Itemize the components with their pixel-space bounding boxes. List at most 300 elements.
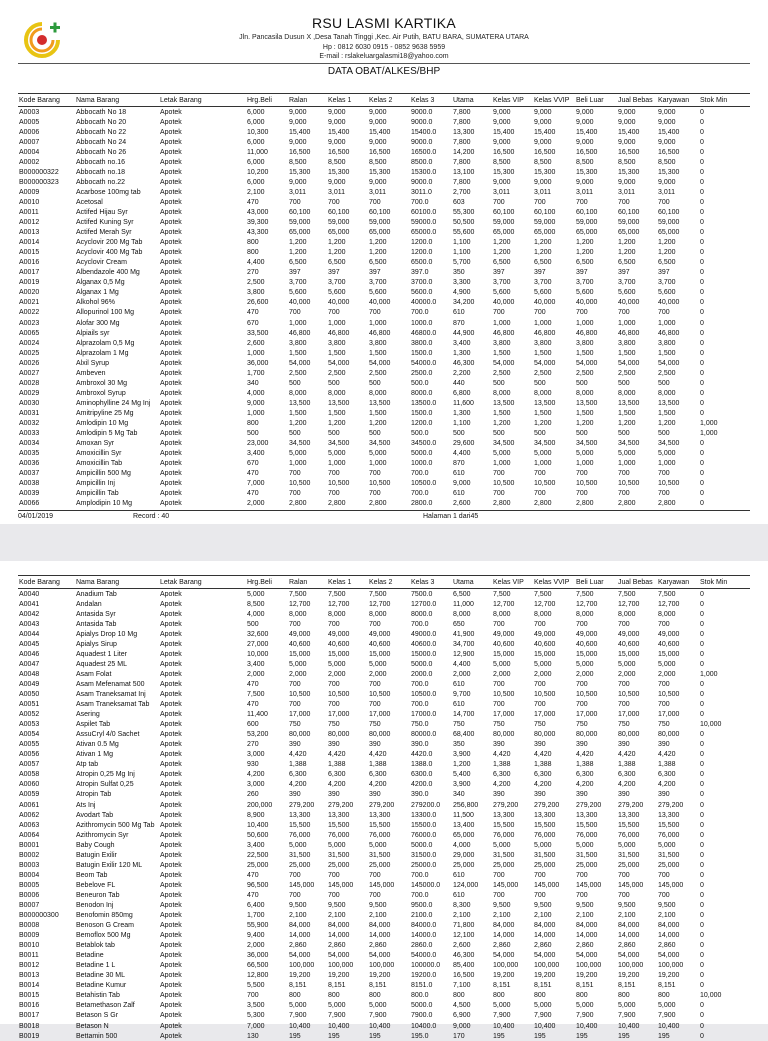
table-cell: 25,000 xyxy=(247,861,269,869)
table-cell: 3,300 xyxy=(453,279,471,287)
table-row xyxy=(18,418,750,428)
table-cell: 4,200 xyxy=(289,781,307,789)
table-cell: 29,000 xyxy=(453,851,475,859)
column-header: Kelas VVIP xyxy=(533,94,575,107)
table-cell: 1,200 xyxy=(328,249,346,257)
table-cell: 0 xyxy=(700,640,704,648)
table-cell: 3,400 xyxy=(247,841,265,849)
table-cell: 1,300 xyxy=(453,409,471,417)
table-cell: 15300.0 xyxy=(411,168,437,176)
table-cell: 19,200 xyxy=(618,972,640,980)
table-cell: 34,500 xyxy=(328,440,350,448)
table-cell: 10,400 xyxy=(618,1022,640,1030)
table-cell: 7,800 xyxy=(453,158,471,166)
table-cell: 76,000 xyxy=(328,831,350,839)
table-cell: 49,000 xyxy=(328,630,350,638)
table-cell: 5,000 xyxy=(493,660,511,668)
table-cell: Apotek xyxy=(160,500,182,508)
table-cell: 500 xyxy=(369,430,381,438)
table-cell: 15400.0 xyxy=(411,128,437,136)
table-cell: 700 xyxy=(618,701,630,709)
table-row xyxy=(18,479,750,489)
hospital-address: Jln. Pancasila Dusun X ,Desa Tanah Tinggi ,Kec. Air Putih, BATU BARA, SUMATERA UTARA xyxy=(239,34,529,41)
table-cell: 700 xyxy=(493,620,505,628)
table-cell: 54,000 xyxy=(618,359,640,367)
table-cell: 1,700 xyxy=(247,369,265,377)
table-cell: 700 xyxy=(534,891,546,899)
table-cell: 340 xyxy=(247,379,259,387)
table-cell: Apotek xyxy=(160,229,182,237)
table-cell: 50,600 xyxy=(247,831,269,839)
table-cell: A0031 xyxy=(19,409,40,417)
table-cell: 7900.0 xyxy=(411,1012,433,1020)
report-page-2 xyxy=(0,561,768,1040)
table-cell: 700 xyxy=(369,620,381,628)
table-cell: 13300.0 xyxy=(411,811,437,819)
table-cell: Apotek xyxy=(160,198,182,206)
table-cell: 600 xyxy=(247,721,259,729)
table-cell: Apotek xyxy=(160,409,182,417)
table-cell: 46,800 xyxy=(658,329,680,337)
table-row xyxy=(18,469,750,479)
table-row xyxy=(18,639,750,649)
table-cell: 27,000 xyxy=(247,640,269,648)
table-cell: 5000.0 xyxy=(411,450,433,458)
table-cell: 33,500 xyxy=(247,329,269,337)
table-cell: Alofar 300 Mg xyxy=(76,319,120,327)
table-cell: 2,000 xyxy=(247,500,265,508)
table-cell: Apotek xyxy=(160,721,182,729)
table-cell: Apotek xyxy=(160,279,182,287)
table-cell: Apotek xyxy=(160,761,182,769)
column-header: Kelas 2 xyxy=(368,576,410,589)
table-cell: Atropin Sulfat 0,25 xyxy=(76,781,134,789)
table-row xyxy=(18,439,750,449)
table-cell: 10,500 xyxy=(618,690,640,698)
table-cell: 5,000 xyxy=(289,450,307,458)
table-row xyxy=(18,820,750,830)
table-cell: Apotek xyxy=(160,821,182,829)
table-cell: 5,600 xyxy=(493,289,511,297)
table-cell: 84,000 xyxy=(493,922,515,930)
table-cell: 1,200 xyxy=(328,239,346,247)
table-cell: 4200.0 xyxy=(411,781,433,789)
table-cell: 700 xyxy=(618,891,630,899)
table-cell: 0 xyxy=(700,680,704,688)
table-cell: 1,300 xyxy=(453,349,471,357)
table-cell: Apotek xyxy=(160,972,182,980)
table-cell: 4,200 xyxy=(247,771,265,779)
table-cell: 145,000 xyxy=(576,881,602,889)
table-cell: 96,500 xyxy=(247,881,269,889)
table-cell: Aquadest 25 ML xyxy=(76,660,127,668)
table-cell: Ampicillin 500 Mg xyxy=(76,470,131,478)
table-row xyxy=(18,880,750,890)
column-header: Ralan xyxy=(288,576,327,589)
table-cell: 0 xyxy=(700,922,704,930)
table-cell: 80,000 xyxy=(369,731,391,739)
table-cell: 9,000 xyxy=(576,138,594,146)
table-cell: 130 xyxy=(247,1032,259,1040)
table-cell: 5,000 xyxy=(576,841,594,849)
table-cell: Apotek xyxy=(160,299,182,307)
table-cell: 12700.0 xyxy=(411,600,437,608)
table-cell: 80,000 xyxy=(576,731,598,739)
table-cell: 40,000 xyxy=(369,299,391,307)
table-cell: Beom Tab xyxy=(76,871,108,879)
table-cell: 15,400 xyxy=(493,128,515,136)
table-cell: 1,200 xyxy=(534,239,552,247)
table-cell: 40000.0 xyxy=(411,299,437,307)
table-cell: Apotek xyxy=(160,791,182,799)
table-cell: 470 xyxy=(247,701,259,709)
table-cell: 11,400 xyxy=(247,711,268,719)
table-cell: Apotek xyxy=(160,912,182,920)
table-cell: 16,500 xyxy=(453,972,475,980)
column-header: Kode Barang xyxy=(18,576,75,589)
table-cell: 17,000 xyxy=(369,711,391,719)
table-cell: 8,500 xyxy=(576,158,594,166)
table-cell: 3,800 xyxy=(328,339,346,347)
table-cell: Bebelove FL xyxy=(76,881,116,889)
table-cell: 145,000 xyxy=(534,881,560,889)
table-cell: Abbocath no.18 xyxy=(76,168,126,176)
table-cell: 100,000 xyxy=(534,962,560,970)
table-cell: 9,000 xyxy=(534,178,552,186)
table-cell: A0039 xyxy=(19,490,40,498)
table-cell: 13,500 xyxy=(289,399,311,407)
table-cell: 750 xyxy=(369,721,381,729)
table-cell: A0012 xyxy=(19,219,40,227)
table-cell: Apotek xyxy=(160,269,182,277)
table-cell: 49,000 xyxy=(493,630,515,638)
table-cell: 700.0 xyxy=(411,871,429,879)
table-cell: 54,000 xyxy=(534,359,556,367)
table-cell: 60,100 xyxy=(493,208,515,216)
table-cell: 4,200 xyxy=(534,781,552,789)
table-cell: A0015 xyxy=(19,249,40,257)
table-cell: 3,700 xyxy=(576,279,594,287)
table-cell: 11,500 xyxy=(453,811,474,819)
table-cell: Abbocath No 22 xyxy=(76,128,127,136)
table-cell: 1,200 xyxy=(289,419,307,427)
table-cell: 8,500 xyxy=(289,158,307,166)
table-cell: 9,000 xyxy=(658,138,676,146)
table-cell: 19,200 xyxy=(576,972,598,980)
table-cell: 40,600 xyxy=(658,640,680,648)
table-cell: 0 xyxy=(700,379,704,387)
table-cell: Betablok tab xyxy=(76,942,115,950)
table-cell: 2,100 xyxy=(658,912,676,920)
table-cell: 19,200 xyxy=(289,972,311,980)
table-cell: 15,500 xyxy=(618,821,640,829)
table-cell: 390 xyxy=(328,741,340,749)
table-cell: Alganax 1 Mg xyxy=(76,289,119,297)
table-cell: 7500.0 xyxy=(411,590,433,598)
table-cell: 7,800 xyxy=(453,118,471,126)
table-cell: 12,700 xyxy=(493,600,515,608)
table-cell: 100,000 xyxy=(658,962,684,970)
table-cell: 9,000 xyxy=(618,138,636,146)
table-cell: 700 xyxy=(618,470,630,478)
table-cell: A0010 xyxy=(19,198,40,206)
table-cell: Albendazole 400 Mg xyxy=(76,269,140,277)
table-cell: 1,000 xyxy=(369,460,387,468)
table-cell: 34,200 xyxy=(453,299,475,307)
table-cell: 54,000 xyxy=(618,952,640,960)
table-cell: A0061 xyxy=(19,801,40,809)
table-cell: 15,000 xyxy=(493,650,515,658)
table-cell: 9,400 xyxy=(247,932,265,940)
table-cell: 700 xyxy=(493,680,505,688)
column-header: Hrg.Beli xyxy=(246,576,288,589)
table-cell: 2,800 xyxy=(658,500,676,508)
table-cell: 80,000 xyxy=(493,731,515,739)
table-cell: 55,600 xyxy=(453,229,475,237)
table-cell: 1,500 xyxy=(534,349,552,357)
table-cell: 5,000 xyxy=(618,450,636,458)
table-cell: 2,000 xyxy=(658,670,676,678)
column-header: Nama Barang xyxy=(75,576,159,589)
table-cell: 0 xyxy=(700,711,704,719)
table-cell: 12,700 xyxy=(618,600,640,608)
table-cell: 15,400 xyxy=(576,128,598,136)
table-cell: 19,200 xyxy=(534,972,556,980)
table-row xyxy=(18,167,750,177)
table-cell: A0019 xyxy=(19,279,40,287)
table-cell: 3,011 xyxy=(328,188,345,196)
table-cell: 17000.0 xyxy=(411,711,437,719)
table-cell: 9,000 xyxy=(369,138,387,146)
table-cell: 8,900 xyxy=(247,811,265,819)
table-row xyxy=(18,649,750,659)
table-header-row xyxy=(18,94,750,107)
table-cell: 3,800 xyxy=(576,339,594,347)
table-cell: 9,500 xyxy=(328,901,346,909)
table-cell: 650 xyxy=(453,620,465,628)
table-cell: A0047 xyxy=(19,660,40,668)
table-cell: 0 xyxy=(700,781,704,789)
table-cell: 10,500 xyxy=(534,690,556,698)
table-cell: 0 xyxy=(700,600,704,608)
table-cell: 4,400 xyxy=(453,660,471,668)
table-cell: 54,000 xyxy=(658,952,680,960)
table-cell: Betadine Kumur xyxy=(76,982,127,990)
table-cell: 700 xyxy=(493,701,505,709)
table-cell: 10,400 xyxy=(369,1022,391,1030)
table-cell: 0 xyxy=(700,168,704,176)
table-cell: 5,000 xyxy=(658,841,676,849)
table-cell: AssuCryl 4/0 Sachet xyxy=(76,731,140,739)
table-cell: 700 xyxy=(247,992,259,1000)
table-cell: 6,000 xyxy=(247,178,265,186)
table-cell: 0 xyxy=(700,339,704,347)
table-cell: 256,800 xyxy=(453,801,479,809)
table-cell: 13,300 xyxy=(576,811,598,819)
table-cell: Abbocath No 24 xyxy=(76,138,127,146)
table-cell: 65000.0 xyxy=(411,229,437,237)
table-cell: 9,500 xyxy=(289,901,307,909)
table-cell: Amlodipin 5 Mg Tab xyxy=(76,430,138,438)
table-cell: 5,600 xyxy=(289,289,307,297)
table-cell: 55,900 xyxy=(247,922,269,930)
table-cell: 2,500 xyxy=(369,369,387,377)
table-cell: 40,000 xyxy=(658,299,680,307)
table-cell: 14,000 xyxy=(534,932,556,940)
table-cell: 26,600 xyxy=(247,299,269,307)
table-cell: 19,200 xyxy=(493,972,515,980)
table-cell: Apotek xyxy=(160,108,182,116)
table-cell: 2,500 xyxy=(618,369,636,377)
table-cell: 700 xyxy=(328,309,340,317)
table-cell: 1,388 xyxy=(289,761,307,769)
table-cell: 7,800 xyxy=(453,138,471,146)
table-cell: 84,000 xyxy=(289,922,311,930)
table-cell: 1,000 xyxy=(369,319,387,327)
table-cell: 145,000 xyxy=(618,881,644,889)
table-cell: 870 xyxy=(453,319,465,327)
table-cell: 0 xyxy=(700,751,704,759)
table-cell: B0016 xyxy=(19,1002,40,1010)
table-cell: 15,300 xyxy=(658,168,680,176)
table-cell: 14,700 xyxy=(453,711,475,719)
table-row xyxy=(18,710,750,720)
table-cell: 1388.0 xyxy=(411,761,433,769)
table-cell: 19,200 xyxy=(328,972,350,980)
table-cell: 2,000 xyxy=(534,670,552,678)
table-cell: A0037 xyxy=(19,470,40,478)
table-cell: 500 xyxy=(618,430,630,438)
table-row xyxy=(18,679,750,689)
table-cell: 0 xyxy=(700,771,704,779)
table-cell: 2100.0 xyxy=(411,912,433,920)
table-cell: 40600.0 xyxy=(411,640,437,648)
table-cell: 54000.0 xyxy=(411,359,437,367)
table-cell: Apotek xyxy=(160,952,182,960)
table-cell: 700 xyxy=(289,891,301,899)
table-cell: 2,000 xyxy=(576,670,594,678)
table-cell: 2,800 xyxy=(289,500,307,508)
hospital-phone: Hp : 0812 6030 0915 - 0852 9638 5959 xyxy=(322,44,446,51)
header-divider xyxy=(18,63,750,64)
table-cell: 3,700 xyxy=(493,279,511,287)
table-cell: 500 xyxy=(369,379,381,387)
table-cell: A0027 xyxy=(19,369,40,377)
table-cell: 2,500 xyxy=(328,369,346,377)
table-cell: 195 xyxy=(369,1032,381,1040)
table-cell: Apotek xyxy=(160,148,182,156)
table-cell: 1,000 xyxy=(658,319,676,327)
table-cell: 39,300 xyxy=(247,219,269,227)
table-row xyxy=(18,700,750,710)
table-cell: 700 xyxy=(534,490,546,498)
table-cell: 8,000 xyxy=(453,610,471,618)
table-cell: 46,800 xyxy=(289,329,311,337)
table-cell: 700 xyxy=(328,490,340,498)
table-cell: 5,000 xyxy=(328,660,346,668)
table-cell: 3,800 xyxy=(493,339,511,347)
table-cell: 1000.0 xyxy=(411,319,433,327)
table-cell: 13,300 xyxy=(534,811,556,819)
table-cell: 7,900 xyxy=(328,1012,346,1020)
table-cell: 1200.0 xyxy=(411,419,433,427)
table-cell: 5000.0 xyxy=(411,841,433,849)
table-cell: 2,000 xyxy=(618,670,636,678)
table-cell: 100,000 xyxy=(576,962,602,970)
table-cell: 279,200 xyxy=(328,801,354,809)
table-cell: 8,000 xyxy=(328,389,346,397)
table-cell: 260 xyxy=(247,791,259,799)
table-cell: 10,500 xyxy=(328,480,350,488)
table-cell: 9,500 xyxy=(576,901,594,909)
table-cell: 3,500 xyxy=(247,1002,265,1010)
table-cell: 31,500 xyxy=(289,851,311,859)
table-cell: 3,011 xyxy=(493,188,510,196)
table-cell: 8,000 xyxy=(576,610,594,618)
table-cell: 2800.0 xyxy=(411,500,433,508)
table-cell: 700 xyxy=(369,309,381,317)
table-cell: Benoson G Cream xyxy=(76,922,134,930)
table-cell: Atropin 0,25 Mg Inj xyxy=(76,771,135,779)
table-cell: 65,000 xyxy=(618,229,640,237)
column-header: Ralan xyxy=(288,94,327,107)
table-cell: 9,000 xyxy=(493,138,511,146)
table-cell: A0051 xyxy=(19,701,40,709)
table-cell: B0010 xyxy=(19,942,40,950)
table-cell: 700.0 xyxy=(411,620,429,628)
table-cell: 0 xyxy=(700,932,704,940)
table-cell: 1,200 xyxy=(534,249,552,257)
table-cell: Apotek xyxy=(160,901,182,909)
table-cell: 0 xyxy=(700,279,704,287)
table-cell: 13,300 xyxy=(453,128,475,136)
table-cell: A0030 xyxy=(19,399,40,407)
table-cell: Apotek xyxy=(160,168,182,176)
table-cell: Apotek xyxy=(160,680,182,688)
table-cell: Betadine 30 ML xyxy=(76,972,126,980)
table-cell: 17,000 xyxy=(576,711,598,719)
table-cell: 10,400 xyxy=(247,821,269,829)
table-cell: 22,500 xyxy=(247,851,269,859)
table-cell: 2,860 xyxy=(618,942,636,950)
table-cell: 500.0 xyxy=(411,379,429,387)
table-cell: 5,000 xyxy=(493,841,511,849)
table-cell: A0046 xyxy=(19,650,40,658)
table-cell: 60,100 xyxy=(369,208,391,216)
table-cell: 700 xyxy=(576,470,588,478)
table-cell: 1000.0 xyxy=(411,460,433,468)
table-cell: 2,100 xyxy=(247,188,265,196)
table-cell: 750 xyxy=(328,721,340,729)
table-cell: 0 xyxy=(700,108,704,116)
table-cell: 3,700 xyxy=(289,279,307,287)
table-cell: B0012 xyxy=(19,962,40,970)
table-cell: 84000.0 xyxy=(411,922,437,930)
table-cell: 9,000 xyxy=(328,178,346,186)
table-cell: A0029 xyxy=(19,389,40,397)
table-row xyxy=(18,850,750,860)
table-cell: 9,500 xyxy=(534,901,552,909)
table-cell: 700.0 xyxy=(411,891,429,899)
table-cell: 8,500 xyxy=(369,158,387,166)
table-cell: 390 xyxy=(618,791,630,799)
table-cell: 195 xyxy=(328,1032,340,1040)
table-cell: 270 xyxy=(247,269,259,277)
table-cell: 0 xyxy=(700,1022,704,1030)
table-cell: 31,500 xyxy=(658,851,680,859)
table-row xyxy=(18,599,750,609)
table-cell: 7,500 xyxy=(247,690,265,698)
